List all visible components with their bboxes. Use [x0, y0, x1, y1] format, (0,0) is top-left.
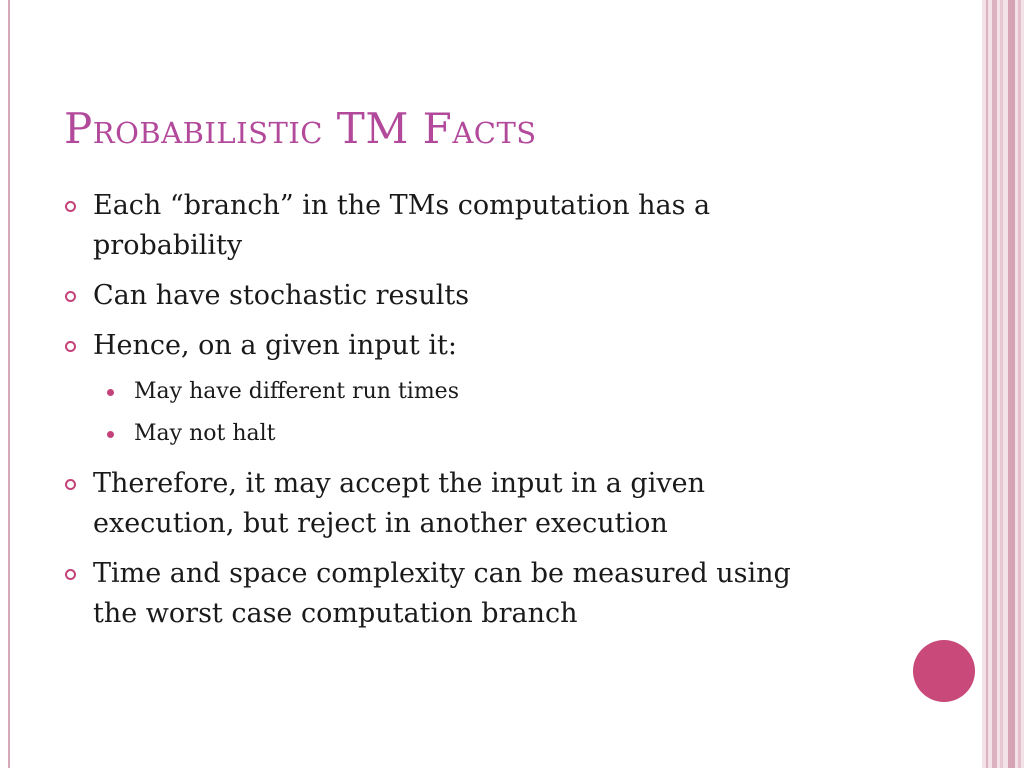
decorative-stripe: [1008, 0, 1015, 768]
ring-bullet-icon: [65, 569, 76, 580]
bullet-item: [62, 554, 822, 634]
left-border-line: [8, 0, 10, 768]
slide-title: Probabilistic TM Facts: [64, 104, 537, 153]
bullet-text: Time and space complexity can be measured using the worst case computation branch: [93, 558, 791, 629]
bullet-text: Therefore, it may accept the input in a given execution, but reject in another execution: [93, 468, 705, 539]
accent-circle: [913, 640, 975, 702]
ring-bullet-icon: [65, 341, 76, 352]
ring-bullet-icon: [65, 291, 76, 302]
bullet-list: [62, 186, 822, 644]
decorative-stripe: [986, 0, 988, 768]
ring-bullet-icon: [65, 479, 76, 490]
sub-bullet-item: [62, 418, 822, 450]
bullet-text: Can have stochastic results: [93, 280, 470, 311]
bullet-text: Hence, on a given input it:: [93, 330, 457, 361]
ring-bullet-icon: [65, 201, 76, 212]
bullet-text: Each “branch” in the TMs computation has a probability: [93, 190, 711, 261]
sub-bullet-item: [62, 376, 822, 408]
bullet-item: [62, 464, 822, 544]
decorative-stripe: [1018, 0, 1021, 768]
sub-bullet-text: May have different run times: [134, 379, 459, 404]
bullet-item: [62, 326, 822, 366]
sub-bullet-text: May not halt: [134, 421, 276, 446]
bullet-item: [62, 276, 822, 316]
decorative-stripe: [992, 0, 997, 768]
dot-bullet-icon: [107, 431, 114, 438]
dot-bullet-icon: [107, 389, 114, 396]
decorative-stripe: [1000, 0, 1003, 768]
bullet-item: [62, 186, 822, 266]
